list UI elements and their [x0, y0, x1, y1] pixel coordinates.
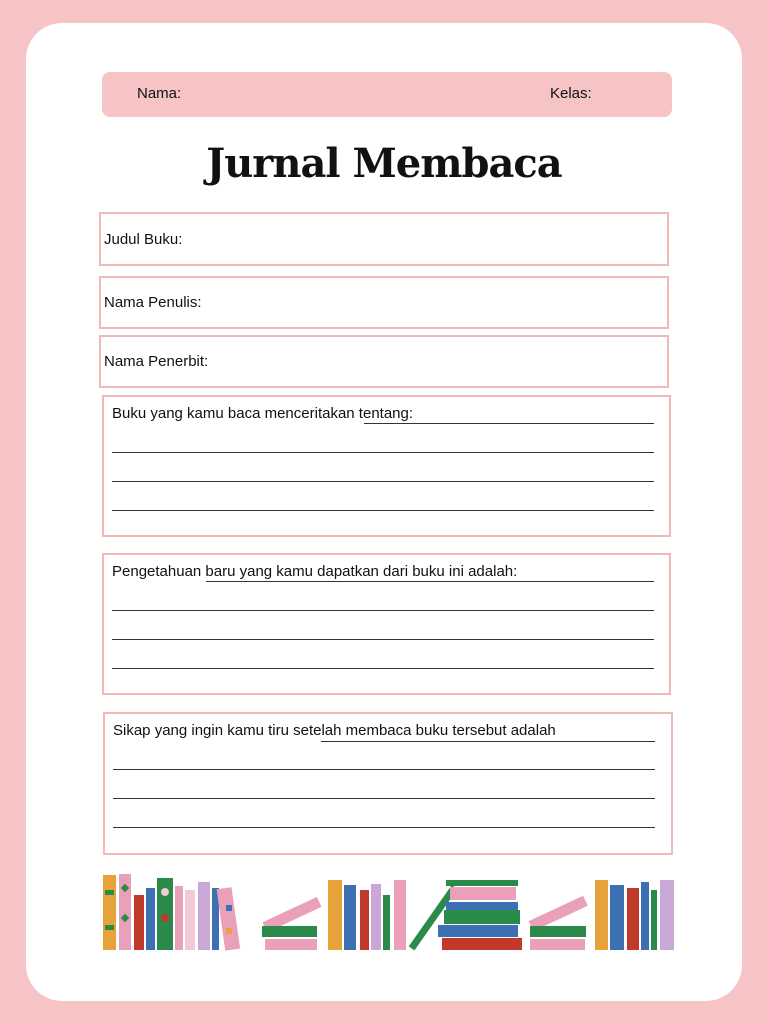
- book-title-label: Judul Buku:: [104, 231, 183, 248]
- writing-line: [321, 741, 655, 742]
- book-title-field[interactable]: [99, 212, 669, 266]
- attitude-box[interactable]: [103, 712, 673, 855]
- author-label: Nama Penulis:: [104, 294, 202, 311]
- class-label: Kelas:: [550, 85, 592, 102]
- attitude-question: Sikap yang ingin kamu tiru setelah membaca buku tersebut adalah: [113, 722, 556, 739]
- writing-line: [112, 668, 654, 669]
- student-info-bar: [102, 72, 672, 117]
- writing-line: [112, 510, 654, 511]
- writing-line: [113, 827, 655, 828]
- story-summary-box[interactable]: [102, 395, 671, 537]
- publisher-label: Nama Penerbit:: [104, 353, 209, 370]
- book-stack-icon: [103, 874, 240, 951]
- writing-line: [206, 581, 654, 582]
- book-stack-icon: [262, 880, 406, 950]
- new-knowledge-question: Pengetahuan baru yang kamu dapatkan dari buku ini adalah:: [112, 563, 518, 580]
- writing-line: [364, 423, 654, 424]
- book-stack-icon: [409, 880, 522, 950]
- writing-line: [112, 639, 654, 640]
- writing-line: [112, 481, 654, 482]
- new-knowledge-box[interactable]: [102, 553, 671, 695]
- writing-line: [112, 610, 654, 611]
- writing-line: [112, 452, 654, 453]
- book-stack-icon: [529, 880, 674, 950]
- author-field[interactable]: [99, 276, 669, 329]
- books-illustration: [100, 870, 680, 960]
- name-label: Nama:: [137, 85, 182, 102]
- writing-line: [113, 769, 655, 770]
- story-summary-question: Buku yang kamu baca menceritakan tentang:: [112, 405, 414, 422]
- writing-line: [113, 798, 655, 799]
- page-title: Jurnal Membaca: [206, 140, 562, 187]
- publisher-field[interactable]: [99, 335, 669, 388]
